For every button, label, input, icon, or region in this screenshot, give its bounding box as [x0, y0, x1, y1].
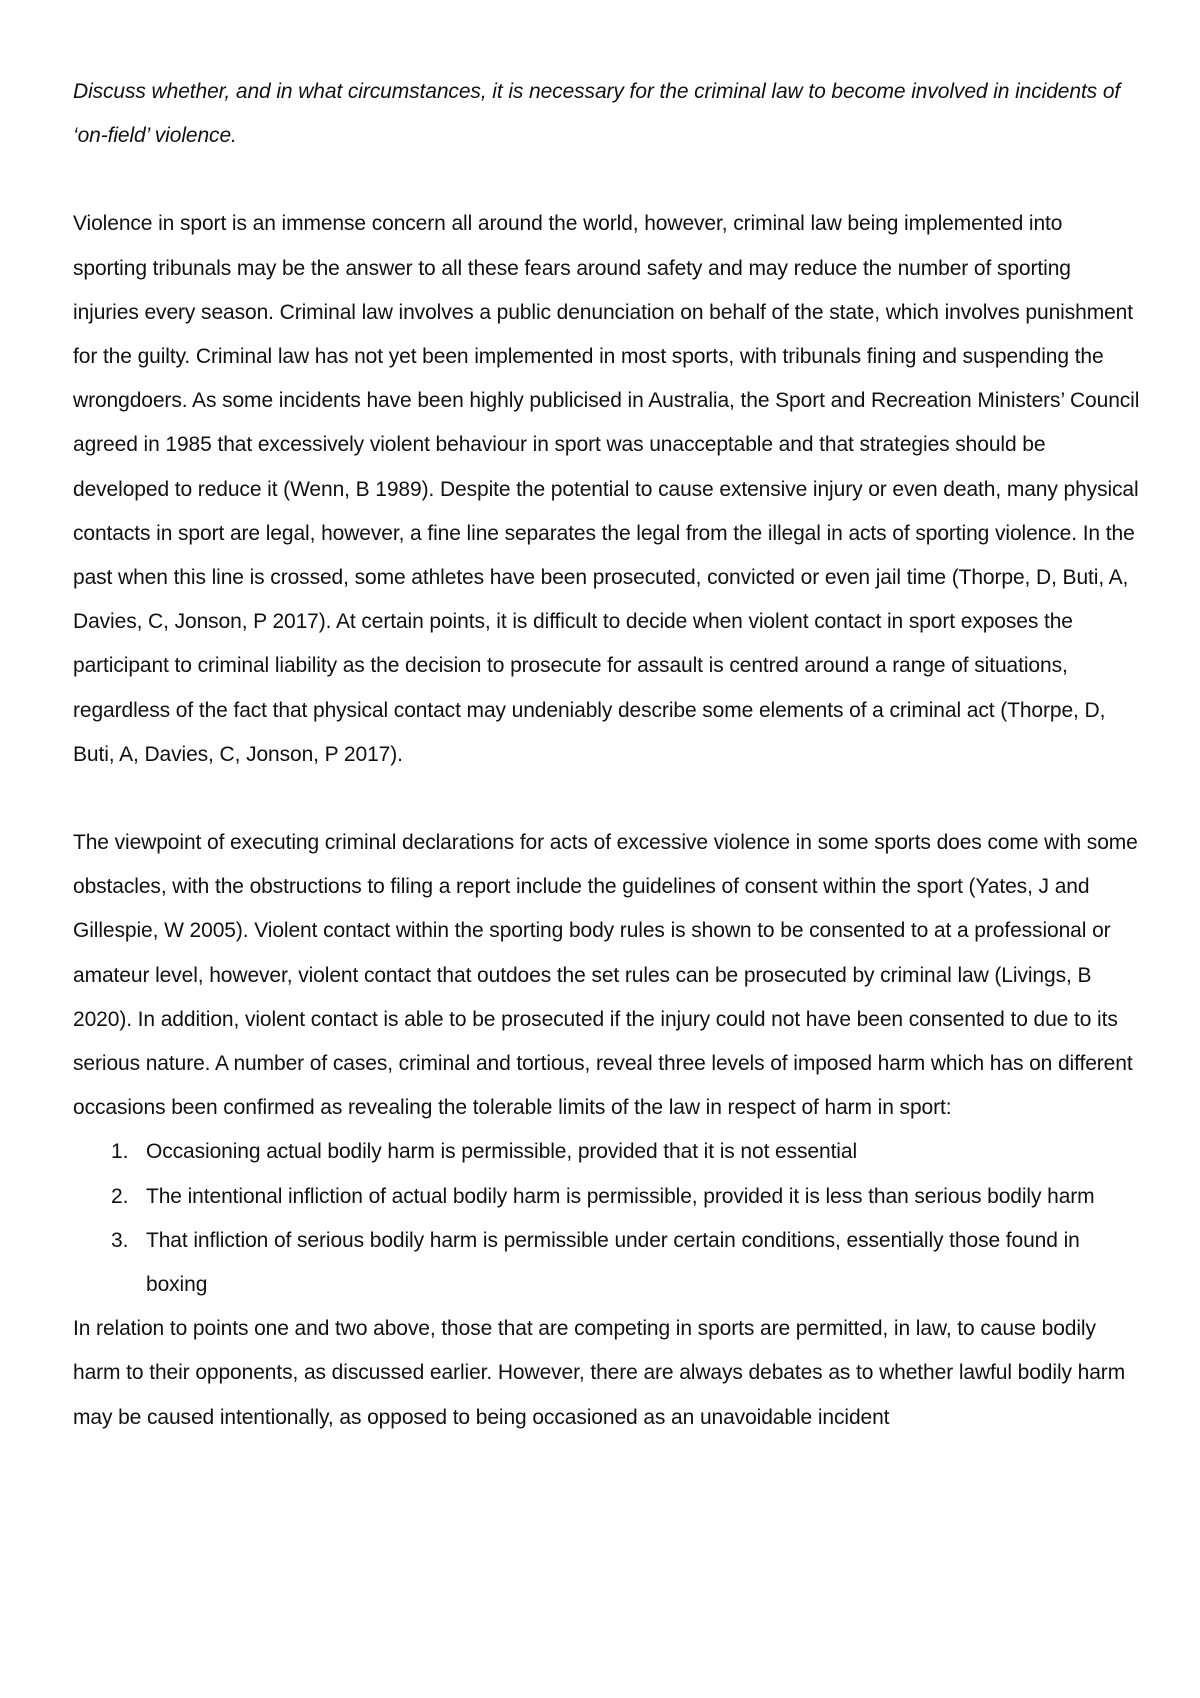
paragraph-gap: [73, 777, 1141, 821]
list-item-text: That infliction of serious bodily harm is permissible under certain conditions, essentially those found in boxing: [146, 1228, 1080, 1297]
list-item: [73, 1175, 1141, 1219]
list-item: [73, 1130, 1141, 1174]
list-item-text: Occasioning actual bodily harm is permissible, provided that it is not essential: [146, 1140, 858, 1164]
paragraph-consent: The viewpoint of executing criminal declarations for acts of excessive violence in some sports does come with some obstacles, with the obstructions to filing a report include the guidelines of consent within the sport (Yates, J and Gillespie, W 2005). Violent contact within the sporting body rules is shown to be consented to at a professional or amateur level, however, violent contact that outdoes the set rules can be prosecuted by criminal law (Livings, B 2020). In addition, violent contact is able to be prosecuted if the injury could not have been consented to due to its serious nature. A number of cases, criminal and tortious, reveal three levels of imposed harm which has on different occasions been confirmed as revealing the tolerable limits of the law in respect of harm in sport:: [73, 831, 1138, 1120]
list-item-text: The intentional infliction of actual bodily harm is permissible, provided it is less than serious bodily harm: [146, 1184, 1095, 1208]
document-page: [73, 70, 1141, 1440]
essay-question: Discuss whether, and in what circumstances, it is necessary for the criminal law to become involved in incidents of ‘on-field’ violence.: [73, 80, 1121, 148]
list-item-number: 1.: [111, 1140, 129, 1164]
paragraph-bodily-harm: In relation to points one and two above, those that are competing in sports are permitted, in law, to cause bodily harm to their opponents, as discussed earlier. However, there are always debates as to whether lawful bodily harm may be caused intentionally, as opposed to being occasioned as an unavoidable incident: [73, 1317, 1126, 1429]
paragraph-introduction: Violence in sport is an immense concern all around the world, however, criminal law being implemented into sporting tribunals may be the answer to all these fears around safety and may reduce the number of sporting injuries every season. Criminal law involves a public denunciation on behalf of the state, which involves punishment for the guilty. Criminal law has not yet been implemented in most sports, with tribunals fining and suspending the wrongdoers. As some incidents have been highly publicised in Australia, the Sport and Recreation Ministers’ Council agreed in 1985 that excessively violent behaviour in sport was unacceptable and that strategies should be developed to reduce it (Wenn, B 1989). Despite the potential to cause extensive injury or even death, many physical contacts in sport are legal, however, a fine line separates the legal from the illegal in acts of sporting violence. In the past when this line is crossed, some athletes have been prosecuted, convicted or even jail time (Thorpe, D, Buti, A, Davies, C, Jonson, P 2017). At certain points, it is difficult to decide when violent contact in sport exposes the participant to criminal liability as the decision to prosecute for assault is centred around a range of situations, regardless of the fact that physical contact may undeniably describe some elements of a criminal act (Thorpe, D, Buti, A, Davies, C, Jonson, P 2017).: [73, 212, 1140, 766]
list-item: [73, 1219, 1141, 1307]
paragraph-gap: [73, 158, 1141, 202]
harm-levels-list: [73, 1130, 1141, 1307]
list-item-number: 3.: [111, 1228, 129, 1252]
list-item-number: 2.: [111, 1184, 129, 1208]
